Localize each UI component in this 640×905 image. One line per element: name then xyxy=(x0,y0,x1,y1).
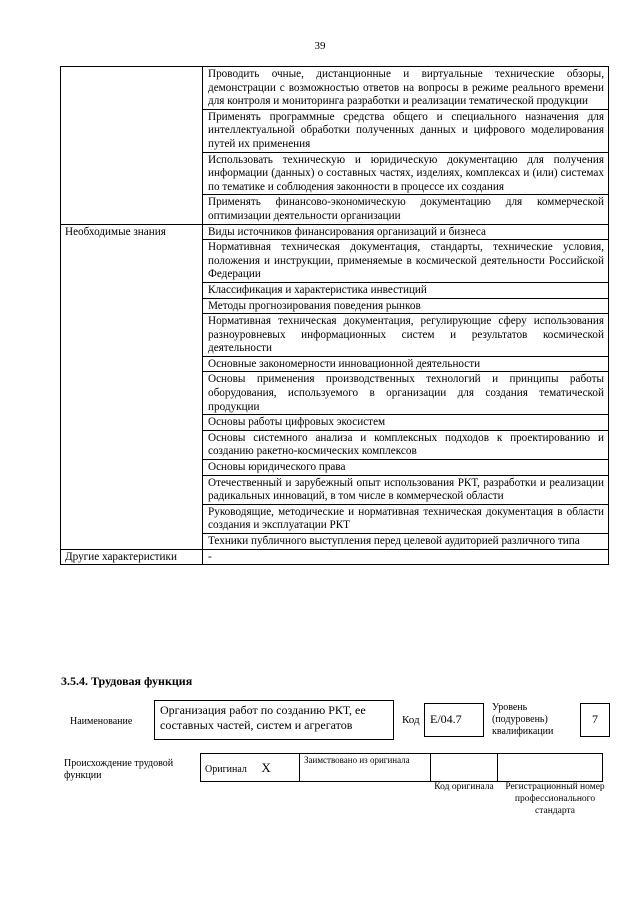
level-box xyxy=(580,703,610,737)
table-cell: Руководящие, методические и нормативная техническая документация в области создания и эксплуатации РКТ xyxy=(203,504,609,533)
table-cell: Отечественный и зарубежный опыт использования РКТ, разработки и реализации радикальных инноваций, в том числе в коммерческой области xyxy=(203,475,609,504)
table-cell: Нормативная техническая документация, регулирующие сферу использования разноуровневых информационных систем и результатов космической деятельности xyxy=(203,314,609,357)
original-mark: X xyxy=(261,759,271,775)
table-cell: Применять программные средства общего и специального назначения для интеллектуальной обработки полученных данных и цифрового моделирования путей их применения xyxy=(203,109,609,152)
table-cell: Проводить очные, дистанционные и виртуальные технические обзоры, демонстрации с возможностью ответов на вопросы в режиме реального времени для контроля и мониторинга разработки и реализации тематической продукции xyxy=(203,67,609,110)
table-cell: - xyxy=(203,549,609,565)
level-label: Уровень (подуровень) квалификации xyxy=(492,702,554,737)
original-label: Оригинал xyxy=(205,763,247,775)
code-label: Код xyxy=(402,714,420,726)
origin-label: Происхождение трудовой функции xyxy=(64,758,174,781)
name-label: Наименование xyxy=(70,716,133,727)
row-label xyxy=(61,67,203,225)
caption-code: Код оригинала xyxy=(434,782,494,792)
table-cell: Нормативная техническая документация, стандарты, технические условия, положения и инструкции, применяемые в космической деятельности Российской Федерации xyxy=(203,240,609,283)
table-cell: Основы работы цифровых экосистем xyxy=(203,415,609,431)
borrowed-label: Заимствовано из оригинала xyxy=(304,755,410,765)
table-cell: Основы применения производственных технологий и принципы работы оборудования, используемого в организации для создания тематической продукции xyxy=(203,372,609,415)
origin-table xyxy=(200,753,603,782)
table-cell: Техники публичного выступления перед целевой аудиторией различного типа xyxy=(203,534,609,550)
caption-reg: Регистрационный номер профессионального стандарта xyxy=(505,782,605,816)
table-row xyxy=(61,67,609,110)
page-number: 39 xyxy=(314,40,326,52)
code-box xyxy=(424,703,484,737)
original-code-cell xyxy=(431,754,498,782)
row-label: Необходимые знания xyxy=(61,224,203,549)
table-cell: Основы юридического права xyxy=(203,460,609,476)
section-title: 3.5.4. Трудовая функция xyxy=(61,674,193,688)
table-cell: Применять финансово-экономическую документацию для коммерческой оптимизации деятельности организации xyxy=(203,195,609,224)
table-cell: Методы прогнозирования поведения рынков xyxy=(203,298,609,314)
table-cell: Использовать техническую и юридическую документацию для получения информации (данных) о составных частях, изделиях, комплексах и (или) системах по тематике и соблюдения законности в процессе их создания xyxy=(203,152,609,195)
row-label: Другие характеристики xyxy=(61,549,203,565)
table-row xyxy=(61,549,609,565)
borrowed-cell xyxy=(300,754,431,782)
level-value: 7 xyxy=(592,712,598,726)
table-cell: Основные закономерности инновационной деятельности xyxy=(203,356,609,372)
name-value: Организация работ по созданию РКТ, ее составных частей, систем и агрегатов xyxy=(160,703,366,732)
table-cell: Классификация и характеристика инвестиций xyxy=(203,282,609,298)
table-row xyxy=(61,224,609,240)
requirements-table xyxy=(60,66,609,565)
reg-number-cell xyxy=(498,754,603,782)
original-cell xyxy=(201,754,300,782)
table-cell: Основы системного анализа и комплексных подходов к проектированию и созданию ракетно-космических комплексов xyxy=(203,430,609,459)
table-cell: Виды источников финансирования организаций и бизнеса xyxy=(203,224,609,240)
name-box xyxy=(154,700,394,740)
code-value: E/04.7 xyxy=(430,712,462,726)
